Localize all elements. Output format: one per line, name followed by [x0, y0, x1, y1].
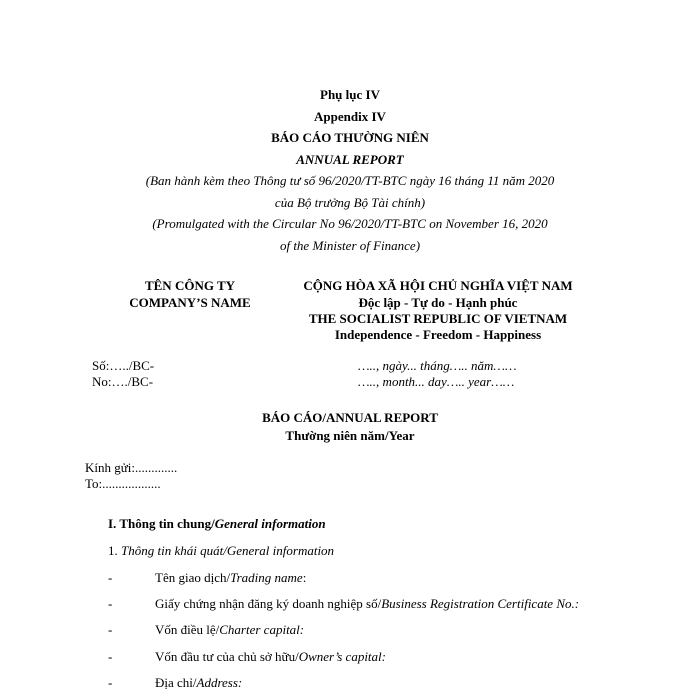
- list-item-dash: -: [108, 570, 113, 585]
- appendix-vi: Phụ lục IV: [320, 87, 380, 102]
- republic-name-en: THE SOCIALIST REPUBLIC OF VIETNAM: [308, 311, 568, 326]
- appendix-en: Appendix IV: [314, 109, 386, 124]
- list-item-label-vi: Địa chỉ/: [155, 675, 197, 690]
- list-item-label-en: Charter capital:: [219, 622, 305, 637]
- annual-report-subtitle: Thường niên năm/Year: [285, 428, 415, 443]
- promulgated-en-line2: of the Minister of Finance): [279, 238, 421, 253]
- list-item-owners-capital: [155, 649, 386, 665]
- list-item-business-registration: [155, 596, 579, 612]
- date-line-vi: ….., ngày... tháng….. năm……: [358, 358, 517, 373]
- recipient-en: To:..................: [85, 476, 161, 491]
- annual-report-title: BÁO CÁO/ANNUAL REPORT: [262, 410, 438, 425]
- subsection-1-1-en: General information: [226, 543, 335, 558]
- promulgated-en-line1: (Promulgated with the Circular No 96/2020/TT-BTC on November 16, 2020: [152, 216, 548, 231]
- section-1-heading: [108, 516, 326, 532]
- date-line-en: ….., month... day….. year……: [358, 374, 515, 389]
- list-item-charter-capital: [155, 622, 304, 638]
- report-title-en: ANNUAL REPORT: [296, 152, 404, 167]
- recipient-vi: Kính gửi:.............: [85, 460, 178, 475]
- company-name-vi: TÊN CÔNG TY: [144, 278, 236, 293]
- doc-number-en: No:…./BC-: [92, 374, 154, 389]
- list-item-label-vi: Vốn điều lệ/: [155, 622, 220, 637]
- list-item-label-en: Address:: [196, 675, 243, 690]
- republic-motto-en: Independence - Freedom - Happiness: [334, 327, 542, 342]
- list-item-label-en: Trading name: [230, 570, 303, 585]
- promulgated-vi-line1: (Ban hành kèm theo Thông tư số 96/2020/TT-BTC ngày 16 tháng 11 năm 2020: [145, 173, 555, 188]
- company-name-en: COMPANY’S NAME: [129, 295, 251, 310]
- list-item-label-en: Owner’s capital:: [298, 649, 386, 664]
- section-1-heading-vi: I. Thông tin chung/: [108, 516, 215, 531]
- list-item-dash: -: [108, 649, 113, 664]
- list-item-trading-name: [155, 570, 306, 586]
- list-item-dash: -: [108, 596, 113, 611]
- doc-number-vi: Số:…../BC-: [92, 358, 155, 373]
- republic-motto-vi: Độc lập - Tự do - Hạnh phúc: [358, 295, 518, 310]
- list-item-address: [155, 675, 242, 691]
- republic-name-vi: CỘNG HÒA XÃ HỘI CHỦ NGHĨA VIỆT NAM: [303, 278, 573, 293]
- list-item-dash: -: [108, 675, 113, 690]
- list-item-label-vi: Tên giao dịch/: [155, 570, 231, 585]
- list-item-label-vi: Giấy chứng nhận đăng ký doanh nghiệp số/: [155, 596, 382, 611]
- subsection-1-1-number: 1.: [108, 543, 121, 558]
- list-item-dash: -: [108, 622, 113, 637]
- subsection-1-1: [108, 543, 334, 559]
- report-title-vi: BÁO CÁO THƯỜNG NIÊN: [271, 130, 429, 145]
- list-item-label-vi: Vốn đầu tư của chủ sở hữu/: [155, 649, 299, 664]
- section-1-heading-en: General information: [214, 516, 326, 531]
- list-item-colon: :: [302, 570, 307, 585]
- list-item-label-en: Business Registration Certificate No.:: [381, 596, 580, 611]
- promulgated-vi-line2: của Bộ trưởng Bộ Tài chính): [274, 195, 426, 210]
- subsection-1-1-vi: Thông tin khái quát/: [121, 543, 227, 558]
